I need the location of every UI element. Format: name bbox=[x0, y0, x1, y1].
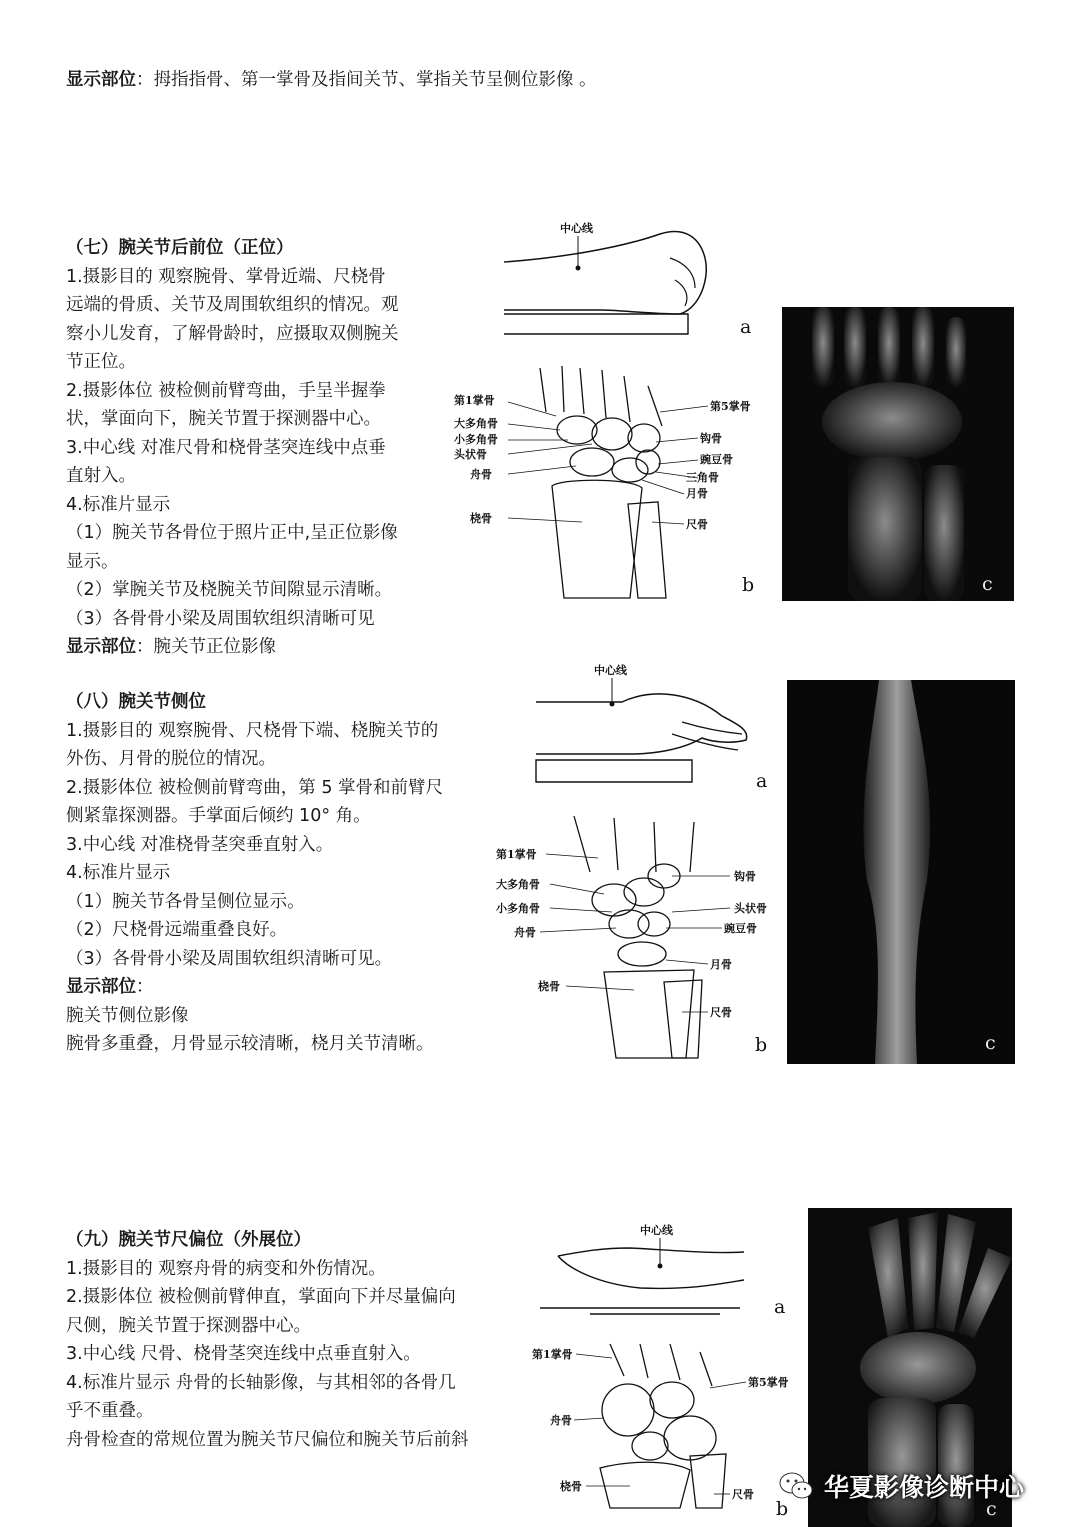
fig-tag-c: c bbox=[985, 1032, 996, 1054]
bone-label: 第5掌骨 bbox=[710, 400, 751, 413]
body-line: 3.中心线 对准尺骨和桡骨茎突连线中点垂 bbox=[66, 437, 386, 458]
body-line: 显示。 bbox=[66, 551, 119, 572]
radius-bone bbox=[604, 970, 694, 1058]
ulna-bone bbox=[690, 1454, 726, 1508]
figure-7a-hand-diagram bbox=[500, 218, 760, 343]
radius-bone bbox=[600, 1462, 690, 1508]
body-line: （3）各骨骨小梁及周围软组织清晰可见 bbox=[66, 608, 375, 629]
bone-label: 舟骨 bbox=[470, 468, 492, 481]
section-title: （七）腕关节后前位（正位） bbox=[66, 238, 294, 258]
fig-tag-b: b bbox=[742, 574, 755, 596]
fig-tag-b: b bbox=[776, 1498, 789, 1520]
fig-tag-a: a bbox=[774, 1296, 786, 1318]
body-line: 舟骨检查的常规位置为腕关节尺偏位和腕关节后前斜 bbox=[66, 1429, 469, 1450]
body-line: 2.摄影体位 被检侧前臂伸直，掌面向下并尽量偏向 bbox=[66, 1287, 456, 1307]
display-text: ：腕关节正位影像 bbox=[136, 637, 276, 657]
xray-rendering bbox=[787, 680, 1015, 1064]
bone-label: 月骨 bbox=[686, 487, 708, 500]
figure-9b-bone-diagram bbox=[530, 1338, 800, 1510]
ulna-bone bbox=[664, 980, 702, 1058]
body-line: 4.标准片显示 bbox=[66, 863, 171, 883]
body-line: （1）腕关节各骨位于照片正中,呈正位影像 bbox=[66, 523, 398, 543]
fig-tag-a: a bbox=[740, 316, 752, 338]
body-line: （3）各骨骨小梁及周围软组织清晰可见。 bbox=[66, 948, 393, 969]
figure-8a-hand-diagram bbox=[532, 658, 762, 790]
bone-label: 桡骨 bbox=[538, 980, 560, 993]
body-line: 2.摄影体位 被检侧前臂弯曲，第 5 掌骨和前臂尺 bbox=[66, 777, 444, 798]
hamate-bone bbox=[628, 424, 660, 452]
body-line: 直射入。 bbox=[66, 466, 136, 486]
body-line: 腕骨多重叠，月骨显示较清晰，桡月关节清晰。 bbox=[66, 1034, 434, 1054]
hand-outline bbox=[558, 1248, 744, 1288]
bone-label: 小多角骨 bbox=[454, 433, 498, 446]
bone-label: 大多角骨 bbox=[496, 878, 540, 891]
xray-rendering bbox=[782, 307, 1014, 601]
bone-label: 第1掌骨 bbox=[532, 1348, 573, 1361]
body-line: 4.标准片显示 舟骨的长轴影像，与其相邻的各骨几 bbox=[66, 1372, 456, 1393]
watermark bbox=[778, 1466, 1024, 1506]
xray-image-lateral bbox=[787, 680, 1015, 1064]
bone-label: 舟骨 bbox=[550, 1414, 572, 1427]
scaphoid-bone bbox=[602, 1384, 654, 1436]
bone-label: 桡骨 bbox=[560, 1480, 582, 1493]
body-line: 察小儿发育，了解骨龄时，应摄取双侧腕关 bbox=[66, 323, 399, 344]
figure-8b-bone-diagram bbox=[494, 812, 784, 1062]
bone-label: 月骨 bbox=[710, 958, 732, 971]
body-line: （2）掌腕关节及桡腕关节间隙显示清晰。 bbox=[66, 580, 393, 600]
body-line: 腕关节侧位影像 bbox=[66, 1005, 189, 1026]
detector-plate bbox=[536, 760, 692, 782]
radius-bone bbox=[552, 480, 642, 598]
body-line: 乎不重叠。 bbox=[66, 1401, 154, 1421]
fig-tag-a: a bbox=[756, 770, 768, 792]
bone-label: 头状骨 bbox=[734, 902, 767, 915]
intro-label: 显示部位 bbox=[66, 70, 136, 90]
fig-tag-b: b bbox=[755, 1034, 768, 1056]
hand-outline bbox=[504, 231, 706, 314]
figure-7b-bone-diagram bbox=[452, 362, 772, 602]
bone-label: 钩骨 bbox=[734, 870, 756, 883]
body-line: 2.摄影体位 被检侧前臂弯曲，手呈半握拳 bbox=[66, 380, 386, 401]
body-line: 1.摄影目的 观察腕骨、掌骨近端、尺桡骨 bbox=[66, 266, 386, 287]
hand-outline bbox=[536, 694, 747, 754]
bone-label: 第1掌骨 bbox=[454, 394, 495, 407]
bone-label: 大多角骨 bbox=[454, 417, 498, 430]
body-line: 远端的骨质、关节及周围软组织的情况。观 bbox=[66, 295, 399, 315]
ulna-bone bbox=[628, 502, 666, 598]
metacarpal-lines bbox=[574, 816, 694, 872]
metacarpal-lines bbox=[540, 366, 662, 426]
capitate-bone bbox=[592, 418, 632, 450]
center-line-label: 中心线 bbox=[640, 1224, 673, 1237]
bone-label: 尺骨 bbox=[686, 518, 708, 531]
body-line: 4.标准片显示 bbox=[66, 494, 171, 515]
bone-label: 钩骨 bbox=[700, 432, 722, 445]
body-line: （2）尺桡骨远端重叠良好。 bbox=[66, 920, 288, 940]
wechat-icon bbox=[778, 1471, 814, 1501]
bone-label: 豌豆骨 bbox=[700, 453, 733, 466]
body-line: 3.中心线 尺骨、桡骨茎突连线中点垂直射入。 bbox=[66, 1344, 421, 1364]
body-line: 侧紧靠探测器。手掌面后倾约 10° 角。 bbox=[66, 806, 371, 826]
bone-label: 第5掌骨 bbox=[748, 1376, 789, 1389]
body-line: 尺侧，腕关节置于探测器中心。 bbox=[66, 1315, 311, 1336]
intro-text: ：拇指指骨、第一掌骨及指间关节、掌指关节呈侧位影像 。 bbox=[136, 70, 597, 90]
bone-label: 豌豆骨 bbox=[724, 922, 757, 935]
finger-lines bbox=[670, 258, 695, 306]
bone-label: 舟骨 bbox=[514, 926, 536, 939]
bone-label: 尺骨 bbox=[710, 1006, 732, 1019]
bone-label: 头状骨 bbox=[454, 448, 487, 461]
section-title: （九）腕关节尺偏位（外展位） bbox=[66, 1230, 311, 1250]
body-line: 外伤、月骨的脱位的情况。 bbox=[66, 749, 276, 769]
center-point bbox=[576, 266, 581, 271]
bone-label: 桡骨 bbox=[470, 512, 492, 525]
body-line: 1.摄影目的 观察舟骨的病变和外伤情况。 bbox=[66, 1258, 386, 1279]
center-line-label: 中心线 bbox=[560, 222, 593, 235]
display-label: 显示部位 bbox=[66, 637, 136, 657]
fig-tag-c: c bbox=[986, 1498, 997, 1520]
display-text: ： bbox=[136, 977, 154, 997]
section-9-text bbox=[66, 1226, 469, 1454]
bone-label: 三角骨 bbox=[686, 471, 719, 484]
detector-plate bbox=[540, 1308, 740, 1314]
body-line: 3.中心线 对准桡骨茎突垂直射入。 bbox=[66, 834, 334, 855]
scaphoid-bone bbox=[570, 448, 614, 476]
detector-plate bbox=[504, 314, 688, 334]
bone-label: 第1掌骨 bbox=[496, 848, 537, 861]
section-title: （八）腕关节侧位 bbox=[66, 692, 206, 712]
body-line: 节正位。 bbox=[66, 352, 136, 372]
center-line-label: 中心线 bbox=[594, 664, 627, 677]
section-7-text bbox=[66, 234, 399, 662]
body-line: （1）腕关节各骨呈侧位显示。 bbox=[66, 891, 305, 912]
xray-image-pa bbox=[782, 307, 1014, 601]
section-8-text bbox=[66, 688, 443, 1059]
body-line: 1.摄影目的 观察腕骨、尺桡骨下端、桡腕关节的 bbox=[66, 720, 439, 741]
display-label: 显示部位 bbox=[66, 977, 136, 997]
bone-label: 小多角骨 bbox=[496, 902, 540, 915]
bone-label: 尺骨 bbox=[732, 1488, 754, 1501]
metacarpal-lines bbox=[610, 1344, 712, 1386]
watermark-text: 华夏影像诊断中心 bbox=[824, 1473, 1025, 1502]
fig-tag-c: c bbox=[982, 573, 993, 595]
figure-9a-hand-diagram bbox=[540, 1218, 770, 1322]
intro-line bbox=[66, 66, 597, 95]
lunate-bone bbox=[612, 458, 648, 482]
body-line: 状，掌面向下，腕关节置于探测器中心。 bbox=[66, 409, 381, 429]
